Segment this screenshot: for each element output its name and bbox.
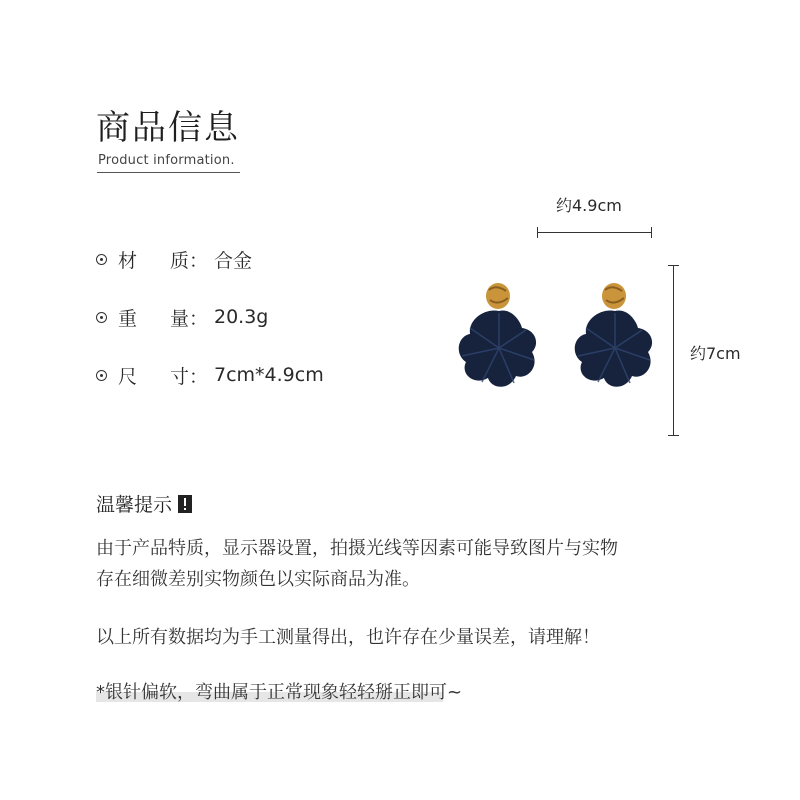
earring-flower bbox=[575, 311, 652, 387]
dimension-height-line bbox=[673, 265, 674, 436]
notice-heading bbox=[96, 490, 192, 517]
notice-line-4: *银针偏软，弯曲属于正常现象轻轻掰正即可~ bbox=[96, 682, 463, 703]
spec-value: 20.3g bbox=[214, 306, 269, 328]
notice-line-3: 以上所有数据均为手工测量得出，也许存在少量误差，请理解！ bbox=[96, 627, 600, 648]
spec-label-2: 质： bbox=[170, 249, 209, 272]
earring-stud bbox=[602, 283, 626, 309]
spec-size bbox=[96, 362, 324, 388]
dimension-height-cap bbox=[668, 435, 679, 436]
dimension-width-label: 约4.9cm bbox=[556, 196, 622, 215]
spec-value: 7cm*4.9cm bbox=[214, 364, 324, 386]
spec-value: 合金 bbox=[214, 249, 253, 272]
dimension-width-line bbox=[537, 232, 652, 233]
spec-label-2: 量： bbox=[170, 307, 209, 330]
spec-label: 尺 bbox=[118, 365, 138, 388]
spec-material bbox=[96, 246, 252, 272]
spec-label: 重 bbox=[118, 307, 138, 330]
bullet-icon bbox=[96, 370, 107, 381]
earring-stud bbox=[486, 283, 510, 309]
earring-right-image bbox=[572, 278, 658, 393]
earring-left-image bbox=[456, 278, 542, 393]
dimension-height-cap bbox=[668, 265, 679, 266]
notice-line-2: 存在细微差别实物颜色以实际商品为准。 bbox=[96, 569, 420, 590]
dimension-height-label: 约7cm bbox=[690, 344, 741, 363]
exclamation-icon bbox=[178, 495, 192, 513]
notice-title-text: 温馨提示 bbox=[96, 494, 173, 516]
bullet-icon bbox=[96, 312, 107, 323]
dimension-width-cap bbox=[537, 227, 538, 238]
bullet-icon bbox=[96, 254, 107, 265]
spec-weight bbox=[96, 304, 268, 330]
spec-label-2: 寸： bbox=[170, 365, 209, 388]
spec-label: 材 bbox=[118, 249, 138, 272]
earring-flower bbox=[459, 311, 536, 387]
notice-line-1: 由于产品特质，显示器设置，拍摄光线等因素可能导致图片与实物 bbox=[96, 538, 618, 559]
subtitle-underline bbox=[97, 172, 240, 173]
page-title: 商品信息 bbox=[96, 108, 240, 148]
page-subtitle: Product information. bbox=[98, 153, 235, 168]
dimension-width-cap bbox=[651, 227, 652, 238]
